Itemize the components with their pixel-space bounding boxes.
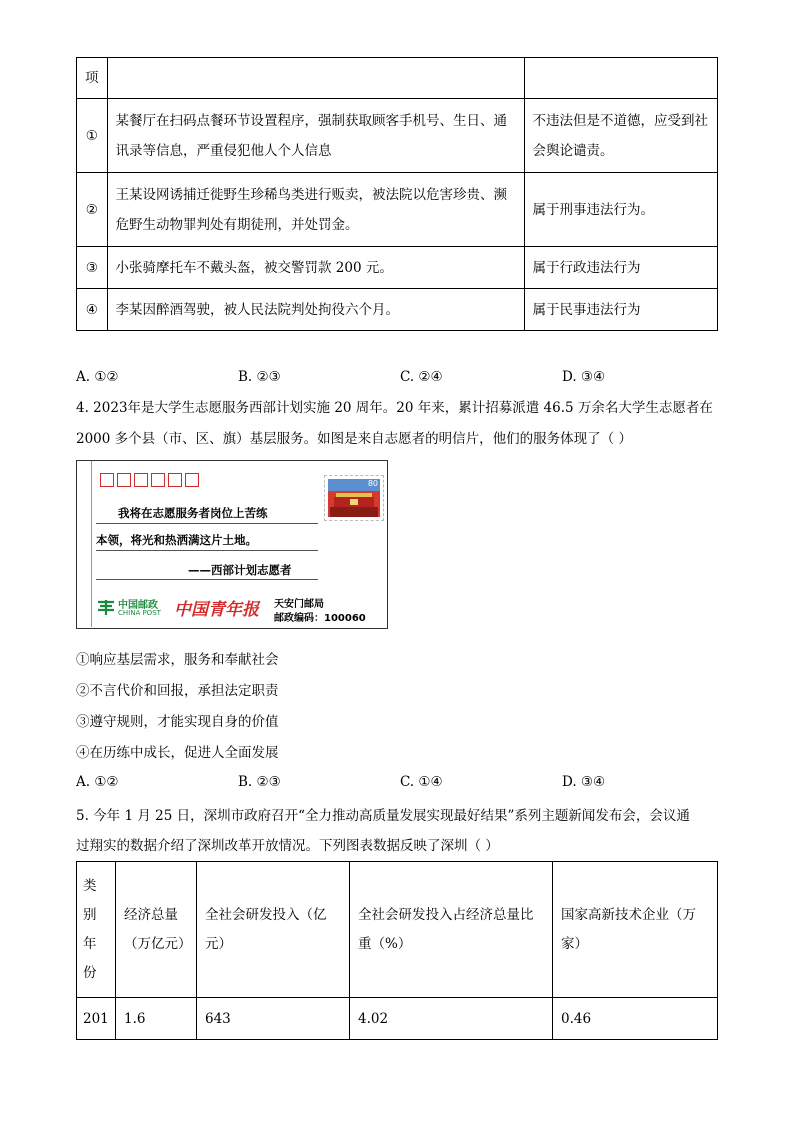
table-cell: 643 <box>197 998 350 1040</box>
q5-stem-line1: 5. 今年 1 月 25 日，深圳市政府召开“全力推动高质量发展实现最好结果”系列主题新闻发布会，会议通 <box>76 808 690 824</box>
row-number: ③ <box>77 247 108 289</box>
writing-line <box>96 523 318 524</box>
postcard-message-line2: 本领，将光和热洒满这片土地。 <box>96 533 257 547</box>
behavior-judgement: 属于刑事违法行为。 <box>524 173 718 247</box>
table-header-cell <box>107 58 524 99</box>
option-d[interactable]: D. ③④ <box>562 369 606 385</box>
option-a[interactable]: A. ①② <box>76 774 119 790</box>
writing-line <box>96 579 318 580</box>
corner-char: 别 <box>83 906 97 923</box>
volunteer-postcard <box>76 460 388 629</box>
column-header: 全社会研发投入占经济总量比重（%） <box>350 862 553 998</box>
postcode-text: 邮政编码：100060 <box>274 613 366 624</box>
china-post-english: CHINA POST <box>118 609 161 617</box>
option-c[interactable]: C. ②④ <box>400 369 443 385</box>
behavior-judgement: 属于行政违法行为 <box>524 247 718 289</box>
row-number: ① <box>77 99 108 173</box>
option-b[interactable]: B. ②③ <box>238 774 281 790</box>
column-header: 经济总量（万亿元） <box>116 862 197 998</box>
postcard-message-line1: 我将在志愿服务者岗位上苦练 <box>118 506 268 520</box>
statement-4: ④在历练中成长，促进人全面发展 <box>76 745 279 761</box>
postcode-box <box>134 473 148 487</box>
postcode-box <box>168 473 182 487</box>
q4-stem-line2: 2000 多个县（市、区、旗）基层服务。如图是来自志愿者的明信片，他们的服务体现了（ ） <box>76 431 632 447</box>
postcode-box <box>185 473 199 487</box>
postcode-box <box>117 473 131 487</box>
option-c[interactable]: C. ①④ <box>400 774 443 790</box>
corner-char: 份 <box>83 964 97 981</box>
option-a[interactable]: A. ①② <box>76 369 119 385</box>
post-office-name: 天安门邮局 <box>274 599 324 610</box>
statement-3: ③遵守规则，才能实现自身的价值 <box>76 714 279 730</box>
china-post-icon <box>96 597 116 617</box>
corner-header <box>77 862 116 998</box>
behavior-judgement: 属于民事违法行为 <box>524 289 718 331</box>
law-behavior-table <box>76 57 718 331</box>
behavior-description: 小张骑摩托车不戴头盔，被交警罚款 200 元。 <box>107 247 524 289</box>
option-d[interactable]: D. ③④ <box>562 774 606 790</box>
stamp <box>324 475 384 521</box>
china-post-logo <box>96 593 176 621</box>
shenzhen-data-table <box>76 861 718 1040</box>
stamp-value: 80 <box>367 479 378 488</box>
postcode-box <box>100 473 114 487</box>
row-number: ④ <box>77 289 108 331</box>
statement-1: ①响应基层需求，服务和奉献社会 <box>76 652 279 668</box>
table-cell: 4.02 <box>350 998 553 1040</box>
option-b[interactable]: B. ②③ <box>238 369 281 385</box>
table-header-cell <box>524 58 718 99</box>
behavior-description: 某餐厅在扫码点餐环节设置程序，强制获取顾客手机号、生日、通讯录等信息，严重侵犯他人个人信息 <box>107 99 524 173</box>
q5-stem-line2: 过翔实的数据介绍了深圳改革开放情况。下列图表数据反映了深圳（ ） <box>76 838 499 854</box>
behavior-description: 李某因醉酒驾驶，被人民法院判处拘役六个月。 <box>107 289 524 331</box>
behavior-judgement: 不违法但是不道德，应受到社会舆论谴责。 <box>524 99 718 173</box>
corner-char: 类 <box>83 877 97 894</box>
table-cell: 1.6 <box>116 998 197 1040</box>
statement-2: ②不言代价和回报，承担法定职责 <box>76 683 279 699</box>
table-cell: 0.46 <box>553 998 718 1040</box>
corner-char: 年 <box>83 935 97 952</box>
q4-stem-line1: 4. 2023年是大学生志愿服务西部计划实施 20 周年。20 年来，累计招募派遣 46.5 万余名大学生志愿者在 <box>76 400 713 416</box>
postcode-box <box>151 473 165 487</box>
year-cell: 201 <box>77 998 116 1040</box>
q3-options <box>76 369 716 389</box>
tiananmen-stamp-image <box>328 479 380 517</box>
behavior-description: 王某设网诱捕迁徙野生珍稀鸟类进行贩卖，被法院以危害珍贵、濒危野生动物罪判处有期徒刑，并处罚金。 <box>107 173 524 247</box>
column-header: 国家高新技术企业（万家） <box>553 862 718 998</box>
newspaper-logo: 中国青年报 <box>174 600 259 620</box>
writing-line <box>96 550 318 551</box>
row-number: ② <box>77 173 108 247</box>
q4-options <box>76 774 716 794</box>
table-header-cell: 项 <box>77 58 108 99</box>
column-header: 全社会研发投入（亿元） <box>197 862 350 998</box>
postcard-signature: ——西部计划志愿者 <box>188 563 292 577</box>
china-post-text: 中国邮政 <box>118 600 158 611</box>
